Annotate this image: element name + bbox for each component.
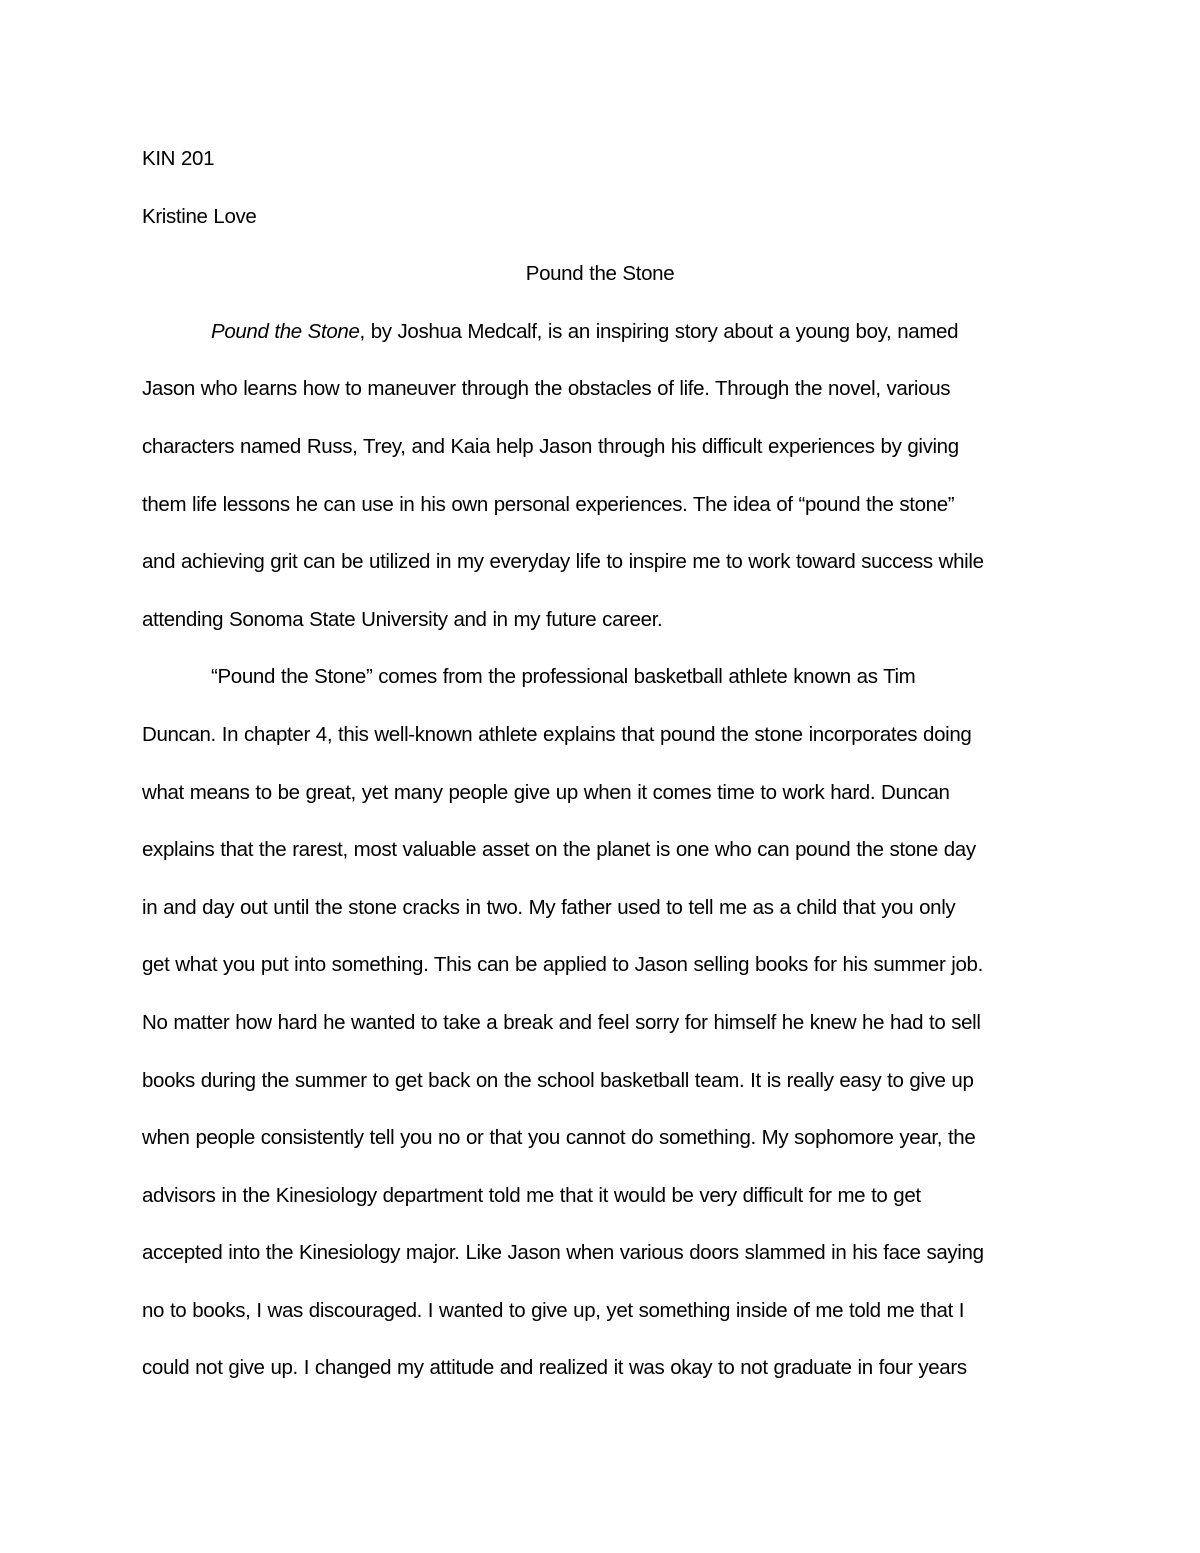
paragraph-line: characters named Russ, Trey, and Kaia help Jason through his difficult experiences by giving	[142, 434, 959, 458]
paragraph-line: books during the summer to get back on the school basketball team. It is really easy to give up	[142, 1068, 974, 1092]
paragraph-line: “Pound the Stone” comes from the professional basketball athlete known as Tim	[211, 665, 916, 689]
paragraph-line: and achieving grit can be utilized in my everyday life to inspire me to work toward success while	[142, 550, 984, 574]
paragraph-line: in and day out until the stone cracks in two. My father used to tell me as a child that you only	[142, 895, 956, 919]
paragraph-line: them life lessons he can use in his own personal experiences. The idea of “pound the stone”	[142, 492, 955, 516]
paragraph-line: Duncan. In chapter 4, this well-known athlete explains that pound the stone incorporates doing	[142, 722, 972, 746]
paragraph-1	[142, 303, 1058, 649]
paragraph-line: No matter how hard he wanted to take a break and feel sorry for himself he knew he had to sell	[142, 1010, 981, 1034]
essay-title: Pound the Stone	[525, 262, 675, 286]
paragraph-line: when people consistently tell you no or that you cannot do something. My sophomore year, the	[142, 1126, 976, 1150]
paragraph-2	[142, 648, 1058, 1397]
paragraph-line: explains that the rarest, most valuable asset on the planet is one who can pound the stone day	[142, 838, 976, 862]
paragraph-line: advisors in the Kinesiology department told me that it would be very difficult for me to get	[142, 1183, 921, 1207]
paragraph-line: get what you put into something. This can be applied to Jason selling books for his summer job.	[142, 953, 983, 977]
author-name: Kristine Love	[142, 204, 257, 228]
paragraph-line: what means to be great, yet many people give up when it comes time to work hard. Duncan	[142, 780, 950, 804]
paragraph-line: no to books, I was discouraged. I wanted to give up, yet something inside of me told me that I	[142, 1298, 965, 1322]
paragraph-line: Jason who learns how to maneuver through the obstacles of life. Through the novel, various	[142, 377, 951, 401]
paragraph-line: Pound the Stone, by Joshua Medcalf, is an inspiring story about a young boy, named	[211, 319, 959, 343]
paragraph-line: accepted into the Kinesiology major. Like Jason when various doors slammed in his face saying	[142, 1241, 984, 1265]
document-body	[142, 130, 1058, 1397]
book-title-italic: Pound the Stone	[211, 319, 360, 343]
paragraph-line: could not give up. I changed my attitude and realized it was okay to not graduate in four years	[142, 1356, 967, 1380]
course-label: KIN 201	[142, 147, 215, 170]
paragraph-line: attending Sonoma State University and in my future career.	[142, 607, 663, 631]
